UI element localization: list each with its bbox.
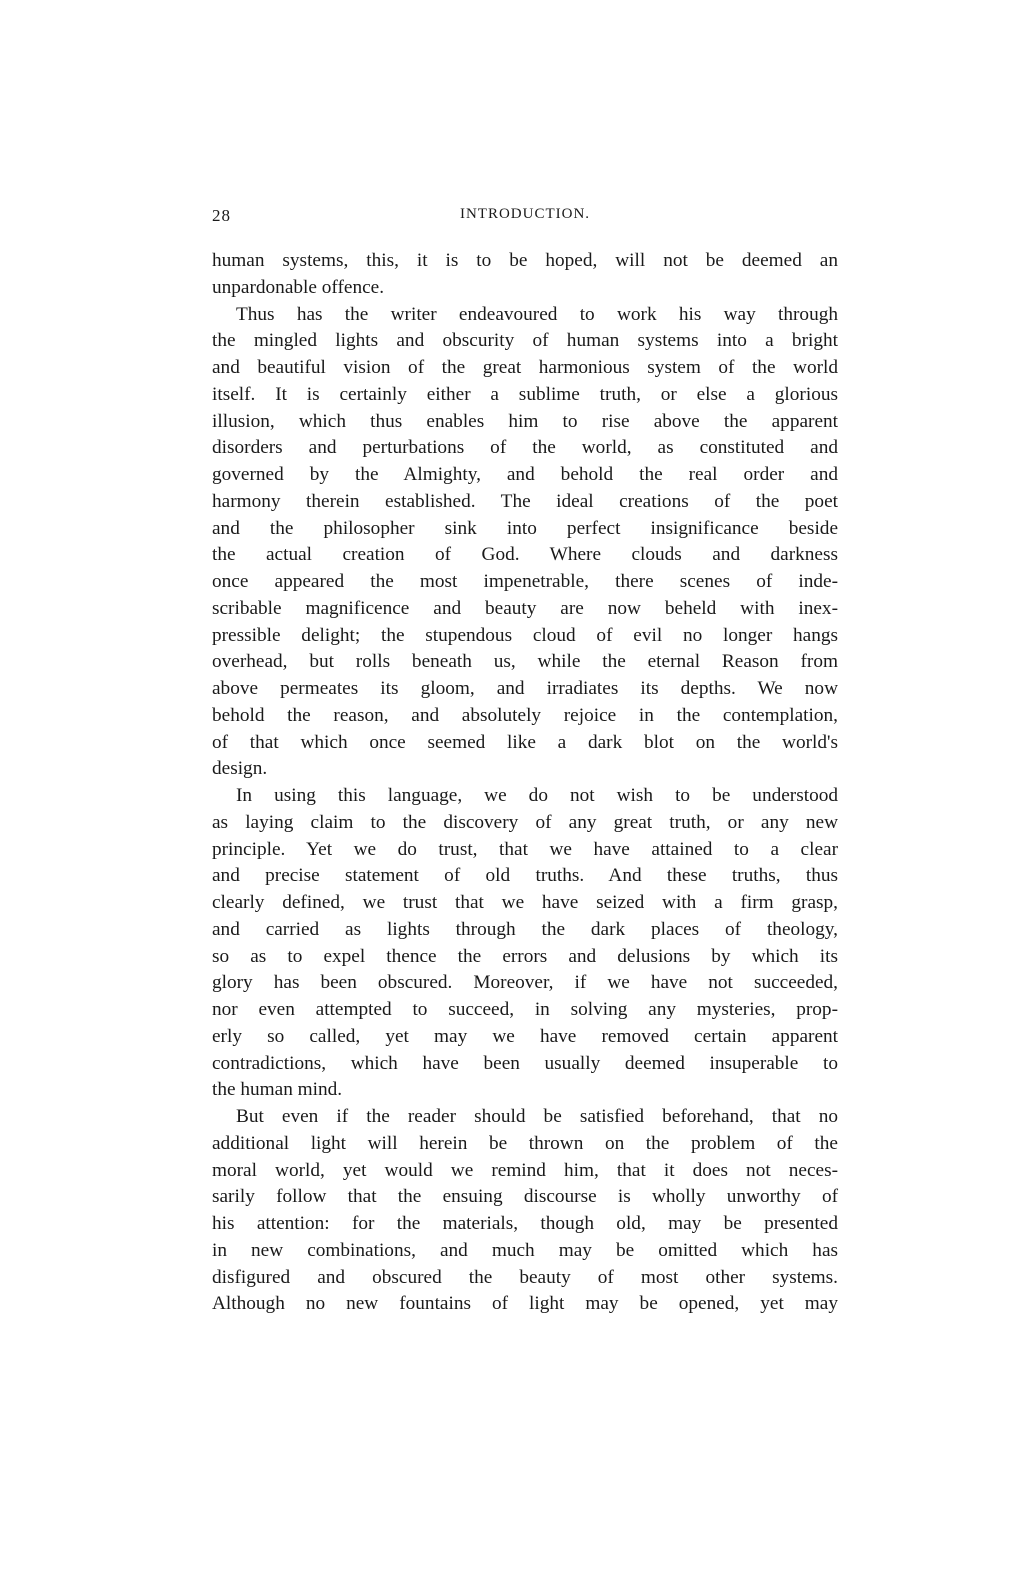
text-line: additional light will herein be thrown on the problem of the bbox=[212, 1132, 838, 1154]
text-line: scribable magnificence and beauty are now beheld with inex- bbox=[212, 597, 838, 619]
text-line: the mingled lights and obscurity of human systems into a bright bbox=[212, 330, 838, 352]
text-line: the actual creation of God. Where clouds and darkness bbox=[212, 544, 838, 566]
text-line: so as to expel thence the errors and delusions by which its bbox=[212, 945, 838, 967]
text-line: the human mind. bbox=[212, 1079, 343, 1101]
text-line: But even if the reader should be satisfied beforehand, that no bbox=[236, 1106, 838, 1127]
text-line: pressible delight; the stupendous cloud of evil no longer hangs bbox=[212, 624, 838, 646]
text-line: disfigured and obscured the beauty of most other systems. bbox=[212, 1266, 838, 1288]
text-line: nor even attempted to succeed, in solving any mysteries, prop- bbox=[212, 999, 838, 1020]
text-line: and carried as lights through the dark places of theology, bbox=[212, 918, 838, 940]
running-title: INTRODUCTION. bbox=[459, 206, 591, 222]
text-line: Thus has the writer endeavoured to work his way through bbox=[236, 303, 838, 325]
text-line: erly so called, yet may we have removed certain apparent bbox=[212, 1025, 838, 1047]
text-line: and precise statement of old truths. And these truths, thus bbox=[212, 865, 838, 887]
text-line: behold the reason, and absolutely rejoice in the contemplation, bbox=[212, 704, 838, 726]
text-line: human systems, this, it is to be hoped, will not be deemed an bbox=[212, 250, 838, 271]
body-text bbox=[212, 248, 838, 1318]
paragraph bbox=[212, 783, 838, 1104]
text-line: contradictions, which have been usually deemed insuperable to bbox=[212, 1052, 838, 1074]
text-line: glory has been obscured. Moreover, if we have not succeeded, bbox=[212, 972, 838, 994]
text-line: above permeates its gloom, and irradiates its depths. We now bbox=[212, 678, 838, 699]
text-line: harmony therein established. The ideal creations of the poet bbox=[212, 490, 838, 512]
text-line: sarily follow that the ensuing discourse is wholly unworthy of bbox=[212, 1186, 838, 1208]
text-line: illusion, which thus enables him to rise above the apparent bbox=[212, 410, 838, 432]
text-line: In using this language, we do not wish to be understood bbox=[236, 785, 838, 806]
text-line: and the philosopher sink into perfect insignificance beside bbox=[212, 517, 838, 539]
text-line: itself. It is certainly either a sublime truth, or else a glorious bbox=[212, 383, 838, 405]
text-line: and beautiful vision of the great harmonious system of the world bbox=[212, 357, 838, 378]
text-line: Although no new fountains of light may be opened, yet may bbox=[212, 1293, 838, 1315]
text-line: moral world, yet would we remind him, that it does not neces- bbox=[212, 1159, 838, 1181]
text-line: in new combinations, and much may be omitted which has bbox=[212, 1239, 838, 1261]
text-line: of that which once seemed like a dark blot on the world's bbox=[212, 731, 838, 753]
paragraph bbox=[212, 302, 838, 784]
text-line: unpardonable offence. bbox=[212, 276, 385, 298]
running-header bbox=[212, 206, 838, 230]
text-line: overhead, but rolls beneath us, while the eternal Reason from bbox=[212, 651, 838, 673]
text-line: as laying claim to the discovery of any great truth, or any new bbox=[212, 811, 838, 833]
paragraph bbox=[212, 1104, 838, 1318]
text-line: clearly defined, we trust that we have seized with a firm grasp, bbox=[212, 892, 838, 913]
page-number: 28 bbox=[212, 206, 231, 225]
text-line: governed by the Almighty, and behold the real order and bbox=[212, 464, 838, 485]
text-line: his attention: for the materials, though old, may be presented bbox=[212, 1213, 838, 1234]
text-line: principle. Yet we do trust, that we have attained to a clear bbox=[212, 838, 838, 860]
text-line: once appeared the most impenetrable, there scenes of inde- bbox=[212, 571, 838, 592]
text-line: design. bbox=[212, 758, 268, 780]
text-line: disorders and perturbations of the world, as constituted and bbox=[212, 437, 838, 459]
paragraph bbox=[212, 248, 838, 302]
